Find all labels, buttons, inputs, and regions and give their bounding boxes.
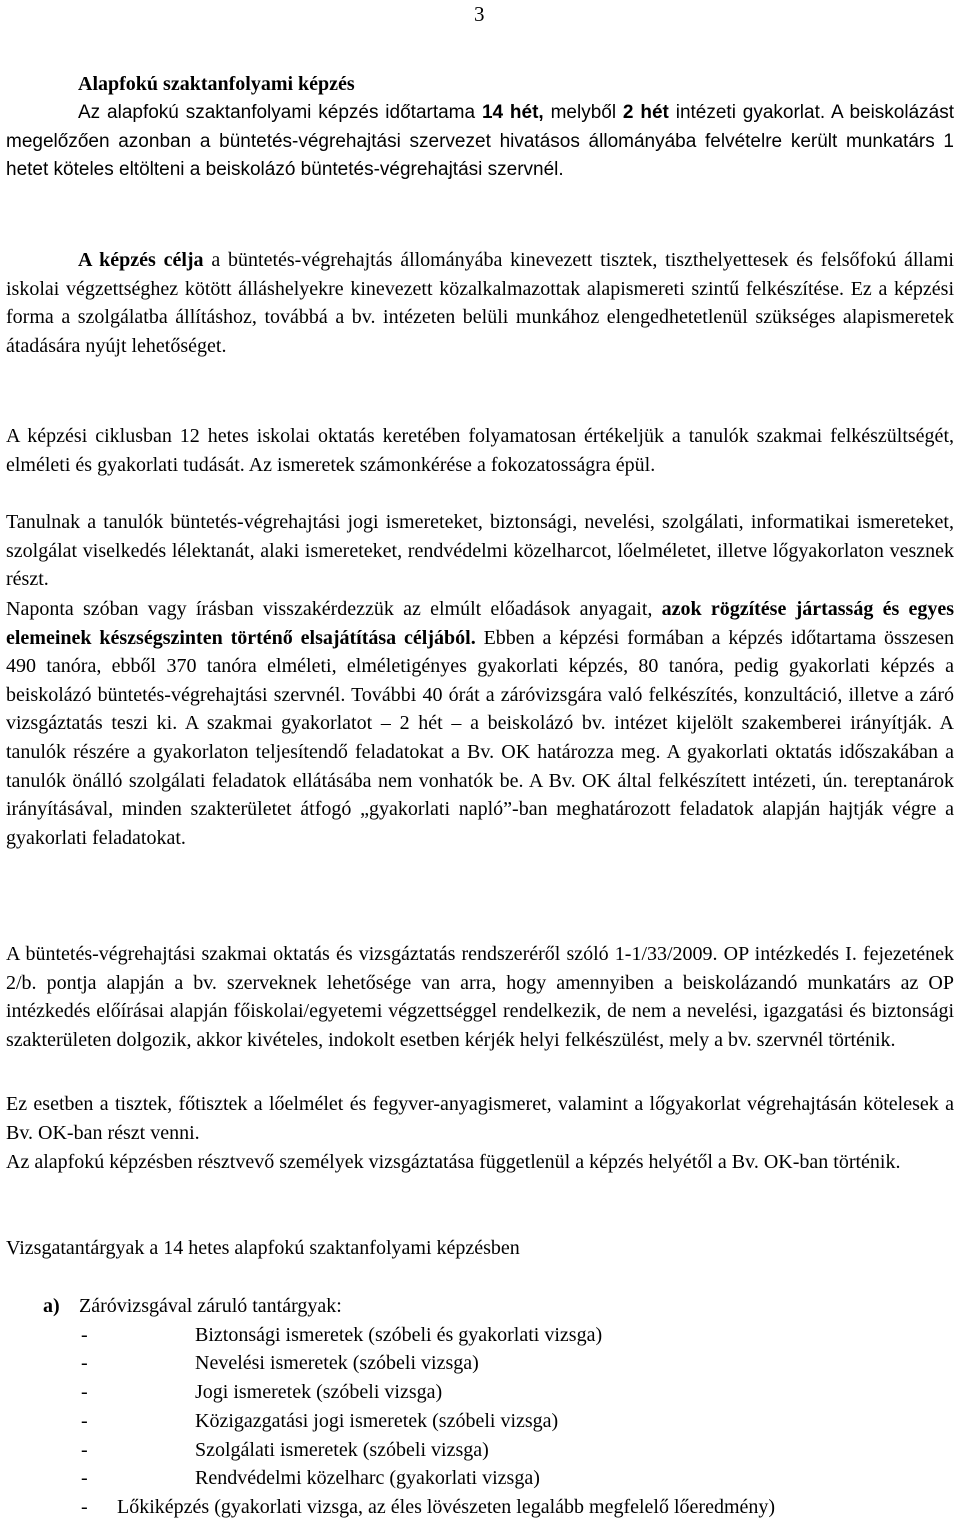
paragraph-exam-location: Az alapfokú képzésben résztvevő személyek vizsgáztatása függetlenül a képzés helyétől a Bv. OK-ban történik. [6,1151,901,1173]
list-dash: - [81,1352,88,1374]
list-marker: a) [43,1295,60,1317]
list-item-text: Lőkiképzés (gyakorlati vizsga, az éles lövészeten legalább megfelelő lőeredmény) [117,1496,776,1518]
list-dash: - [81,1467,88,1489]
list-dash: - [81,1324,88,1346]
p1-text-a: Az alapfokú szaktanfolyami képzés időtartama [78,102,482,123]
p5-text-c: Ebben a képzési formában a képzés időtartama összesen 490 tanóra, ebből 370 tanóra elméleti, elméletigényes gyakorlati képzés, 80 tanóra, pedig gyakorlati képzés a beiskolázó büntetés-végrehajtási szervnél. További 40 órát a záróvizsgára való felkészítés, konzultáció, illetve a záró vizsgáztatás teszi ki. A szakmai gyakorlatot – 2 hét – a beiskolázó bv. intézet kijelölt szakemberei irányítják. A tanulók részére a gyakorlaton teljesítendő feladatokat a Bv. OK határozza meg. A gyakorlati oktatás időszakában a tanulók önálló szolgálati feladatok ellátásába nem vonhatók be. A Bv. OK által felkészített intézeti, ún. tereptanárok irányításával, minden szakterületet átfogó „gyakorlati napló”-ban meghatározott feladatok alapján hajtják végre a gyakorlati feladatokat. [6,626,954,849]
p5-bold: azok rögzítése jártasság és egyes elemeinek készségszinten történő elsajátítása céljából. [6,598,954,649]
list-dash: - [81,1381,88,1403]
paragraph-cycle: A képzési ciklusban 12 hetes iskolai oktatás keretében folyamatosan értékeljük a tanulók szakmai felkészültségét, elméleti és gyakorlati tudását. Az ismeretek számonkérése a fokozatosságra épül. [6,425,954,476]
p1-weeks-total: 14 hét, [481,102,544,123]
paragraph-duration [6,99,954,185]
list-item-text: Rendvédelmi közelharc (gyakorlati vizsga) [195,1467,540,1489]
page-number: 3 [474,2,485,26]
paragraph-subjects: Tanulnak a tanulók büntetés-végrehajtási jogi ismereteket, biztonsági, nevelési, szolgálati, informatikai ismereteket, szolgálat viselkedés lélektanát, alaki ismereteket, rendvédelmi közelharcot, lőelméletet, illetve lőgyakorlaton vesznek részt. [6,511,954,591]
paragraph-daily-review [6,595,954,852]
p2-bold-lead: A képzés célja [78,249,204,271]
section-heading: Alapfokú szaktanfolyami képzés [78,73,355,95]
list-dash: - [81,1410,88,1432]
p5-text-a: Naponta szóban vagy írásban visszakérdezzük az elmúlt előadások anyagait, [6,598,662,620]
paragraph-goal [6,246,954,360]
list-item-text: Jogi ismeretek (szóbeli vizsga) [195,1381,443,1403]
paragraph-exam-subjects-title: Vizsgatantárgyak a 14 hetes alapfokú szaktanfolyami képzésben [6,1237,520,1259]
p1-weeks-practice: 2 hét [622,102,669,123]
paragraph-regulation: A büntetés-végrehajtási szakmai oktatás és vizsgáztatás rendszeréről szóló 1-1/33/2009. OP intézkedés I. fejezetének 2/b. pontja alapján a bv. szerveknek lehetősége van arra, hogy amennyiben a beiskolázandó munkatárs az OP intézkedés előírásai alapján főiskolai/egyetemi végzettséggel rendelkezik, de nem a nevelési, igazgatási és biztonsági szakterületen dolgozik, akkor kivételes, indokolt esetben kérjék helyi felkészülést, mely a bv. szervnél történik. [6,943,954,1051]
p1-text-c: melyből [543,102,623,123]
list-item-text: Közigazgatási jogi ismeretek (szóbeli vizsga) [195,1410,559,1432]
list-item-text: Nevelési ismeretek (szóbeli vizsga) [195,1352,479,1374]
p2-text: a büntetés-végrehajtás állományába kinevezett tisztek, tiszthelyettesek és felsőfokú állami iskolai végzettséghez kötött álláshelyekre kinevezett közalkalmazottak alapismereti szintű felkészítése. Ez a képzési forma a szolgálatba állításhoz, továbbá a bv. intézeten belüli munkához elengedhetetlenül szükséges alapismeretek átadására nyújt lehetőséget. [6,249,954,357]
list-item-text: Biztonsági ismeretek (szóbeli és gyakorlati vizsga) [195,1324,603,1346]
p1-text-e: intézeti gyakorlat. A beiskolázást megelőzően azonban a büntetés-végrehajtási szervezet hivatásos állományába felvételre került munkatárs 1 hetet köteles eltölteni a beiskolázó büntetés-végrehajtási szervnél. [6,102,955,181]
list-item-text: Szolgálati ismeretek (szóbeli vizsga) [195,1439,489,1461]
paragraph-officers: Ez esetben a tisztek, főtisztek a lőelmélet és fegyver-anyagismeret, valamint a lőgyakorlat végrehajtásán kötelesek a Bv. OK-ban részt venni. [6,1093,954,1144]
list-dash: - [81,1496,88,1518]
list-heading [43,1292,342,1320]
list-dash: - [81,1439,88,1461]
list-title: Záróvizsgával záruló tantárgyak: [79,1295,342,1317]
